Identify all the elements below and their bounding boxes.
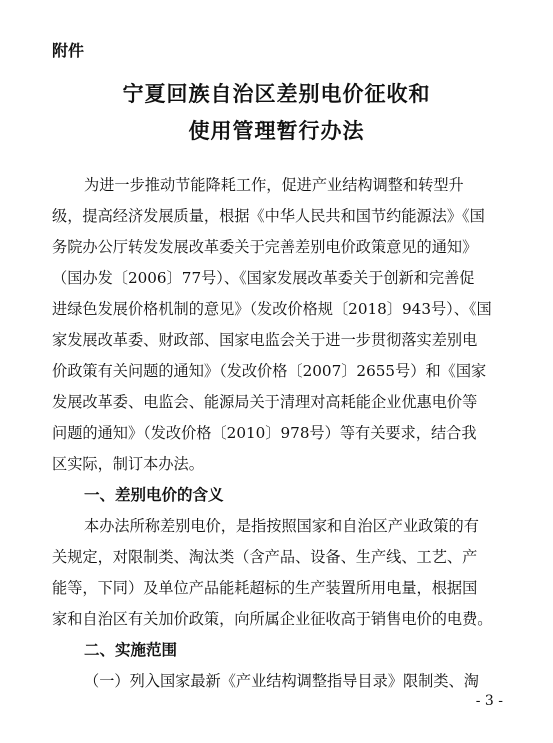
section-heading-2: 二、实施范围 [84, 641, 178, 659]
intro-paragraph-line: 务院办公厅转发发展改革委关于完善差别电价政策意见的通知》 [52, 238, 478, 256]
intro-paragraph-line: 家发展改革委、财政部、国家电监会关于进一步贯彻落实差别电 [52, 331, 478, 349]
section1-paragraph-line: 能等，下同）及单位产品能耗超标的生产装置所用电量，根据国 [52, 579, 478, 597]
intro-paragraph-line: 级，提高经济发展质量，根据《中华人民共和国节约能源法》《国 [52, 207, 485, 225]
intro-paragraph-line: （国办发〔2006〕77号）、《国家发展改革委关于创新和完善促 [52, 269, 475, 287]
intro-paragraph-line: 区实际，制订本办法。 [52, 455, 204, 473]
document-title-line-2: 使用管理暂行办法 [188, 119, 365, 143]
section1-paragraph-line: 关规定，对限制类、淘汰类（含产品、设备、生产线、工艺、产 [52, 548, 478, 566]
intro-paragraph-line: 问题的通知》（发改价格〔2010〕978号）等有关要求，结合我 [52, 424, 477, 442]
section-heading-1: 一、差别电价的含义 [84, 486, 224, 504]
attachment-label: 附件 [52, 41, 85, 60]
page-number: - 3 - [475, 693, 503, 709]
intro-paragraph-line: 进绿色发展价格机制的意见》（发改价格规〔2018〕943号）、《国 [52, 300, 492, 318]
section1-paragraph-line: 家和自治区有关加价政策，向所属企业征收高于销售电价的电费。 [52, 610, 493, 628]
document-title-line-1: 宁夏回族自治区差别电价征收和 [122, 82, 431, 106]
intro-paragraph-line: 价政策有关问题的通知》（发改价格〔2007〕2655号）和《国家 [52, 362, 487, 380]
section2-paragraph-line: （一）列入国家最新《产业结构调整指导目录》限制类、淘 [84, 672, 479, 690]
intro-paragraph-line: 发展改革委、电监会、能源局关于清理对高耗能企业优惠电价等 [52, 393, 478, 411]
section1-paragraph-line: 本办法所称差别电价，是指按照国家和自治区产业政策的有 [84, 517, 479, 535]
intro-paragraph-line: 为进一步推动节能降耗工作，促进产业结构调整和转型升 [84, 176, 464, 194]
